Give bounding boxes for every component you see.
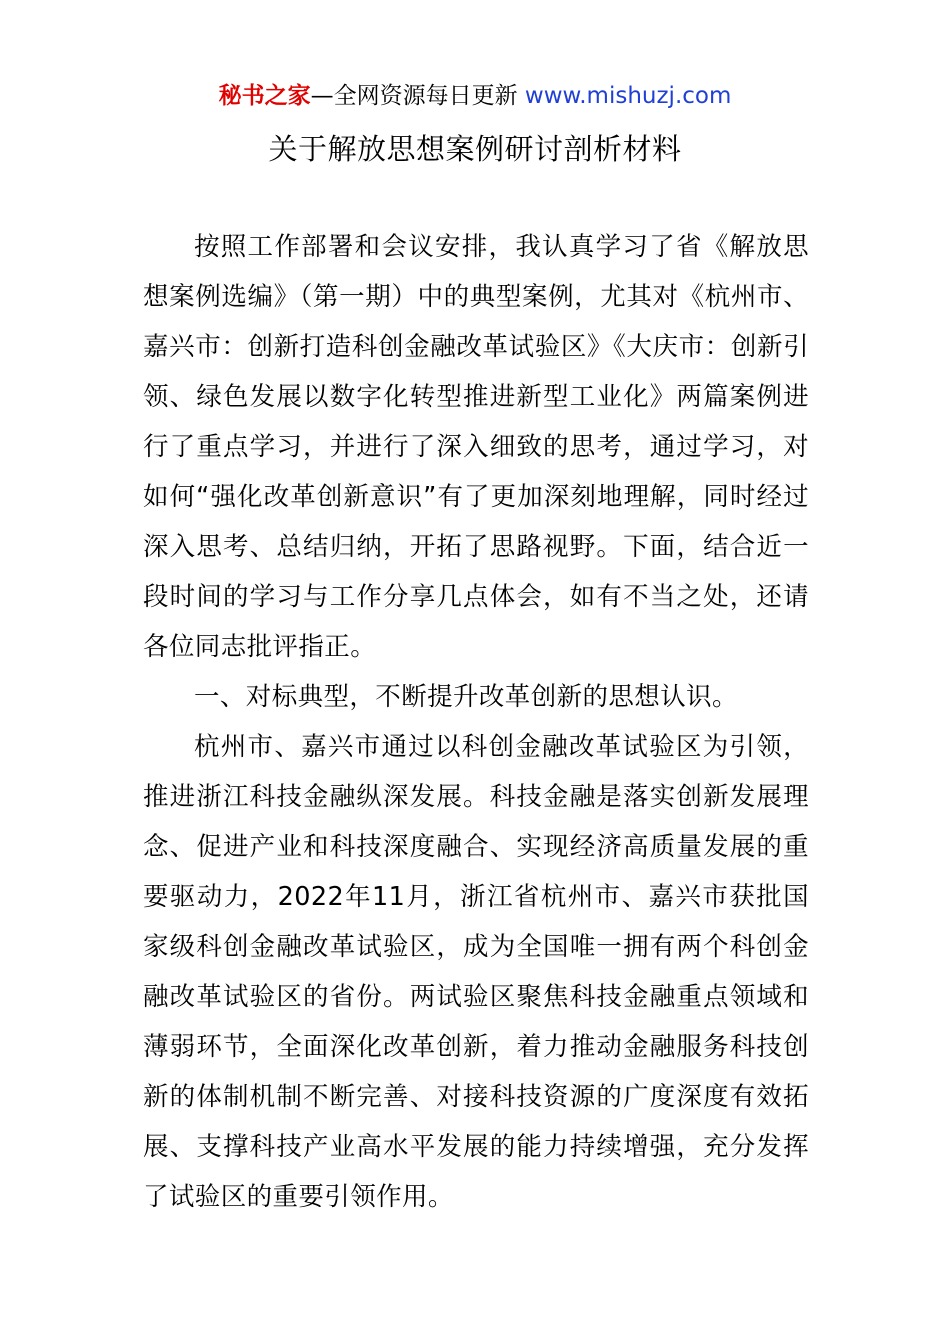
section-heading-1: 一、对标典型，不断提升改革创新的思想认识。 [194,682,738,712]
paragraph-intro: 按照工作部署和会议安排，我认真学习了省《解放思想案例选编》（第一期）中的典型案例，尤其对《杭州市、嘉兴市：创新打造科创金融改革试验区》《大庆市：创新引领、绿色发展以数字化转型推进新型工业化》两篇案例进行了重点学习，并进行了深入细致的思考，通过学习，对如何“强化改革创新意识”有了更加深刻地理解，同时经过深入思考、总结归纳，开拓了思路视野。下面，结合近一段时间的学习与工作分享几点体会，如有不当之处，还请各位同志批评指正。 [143,232,809,662]
site-url-link[interactable]: www.mishuzj.com [524,83,732,109]
paragraph-section-1: 杭州市、嘉兴市通过以科创金融改革试验区为引领，推进浙江科技金融纵深发展。科技金融是落实创新发展理念、促进产业和科技深度融合、实现经济高质量发展的重要驱动力，2022年11月，浙江省杭州市、嘉兴市获批国家级科创金融改革试验区，成为全国唯一拥有两个科创金融改革试验区的省份。两试验区聚焦科技金融重点领域和薄弱环节，全面深化改革创新，着力推动金融服务科技创新的体制机制不断完善、对接科技资源的广度深度有效拓展、支撑科技产业高水平发展的能力持续增强，充分发挥了试验区的重要引领作用。 [143,732,809,1212]
document-title: 关于解放思想案例研讨剖析材料 [268,132,682,166]
site-slogan: —全网资源每日更新 [310,83,518,109]
site-header [0,78,950,114]
document-body [143,222,809,1222]
site-brand: 秘书之家 [218,83,311,109]
